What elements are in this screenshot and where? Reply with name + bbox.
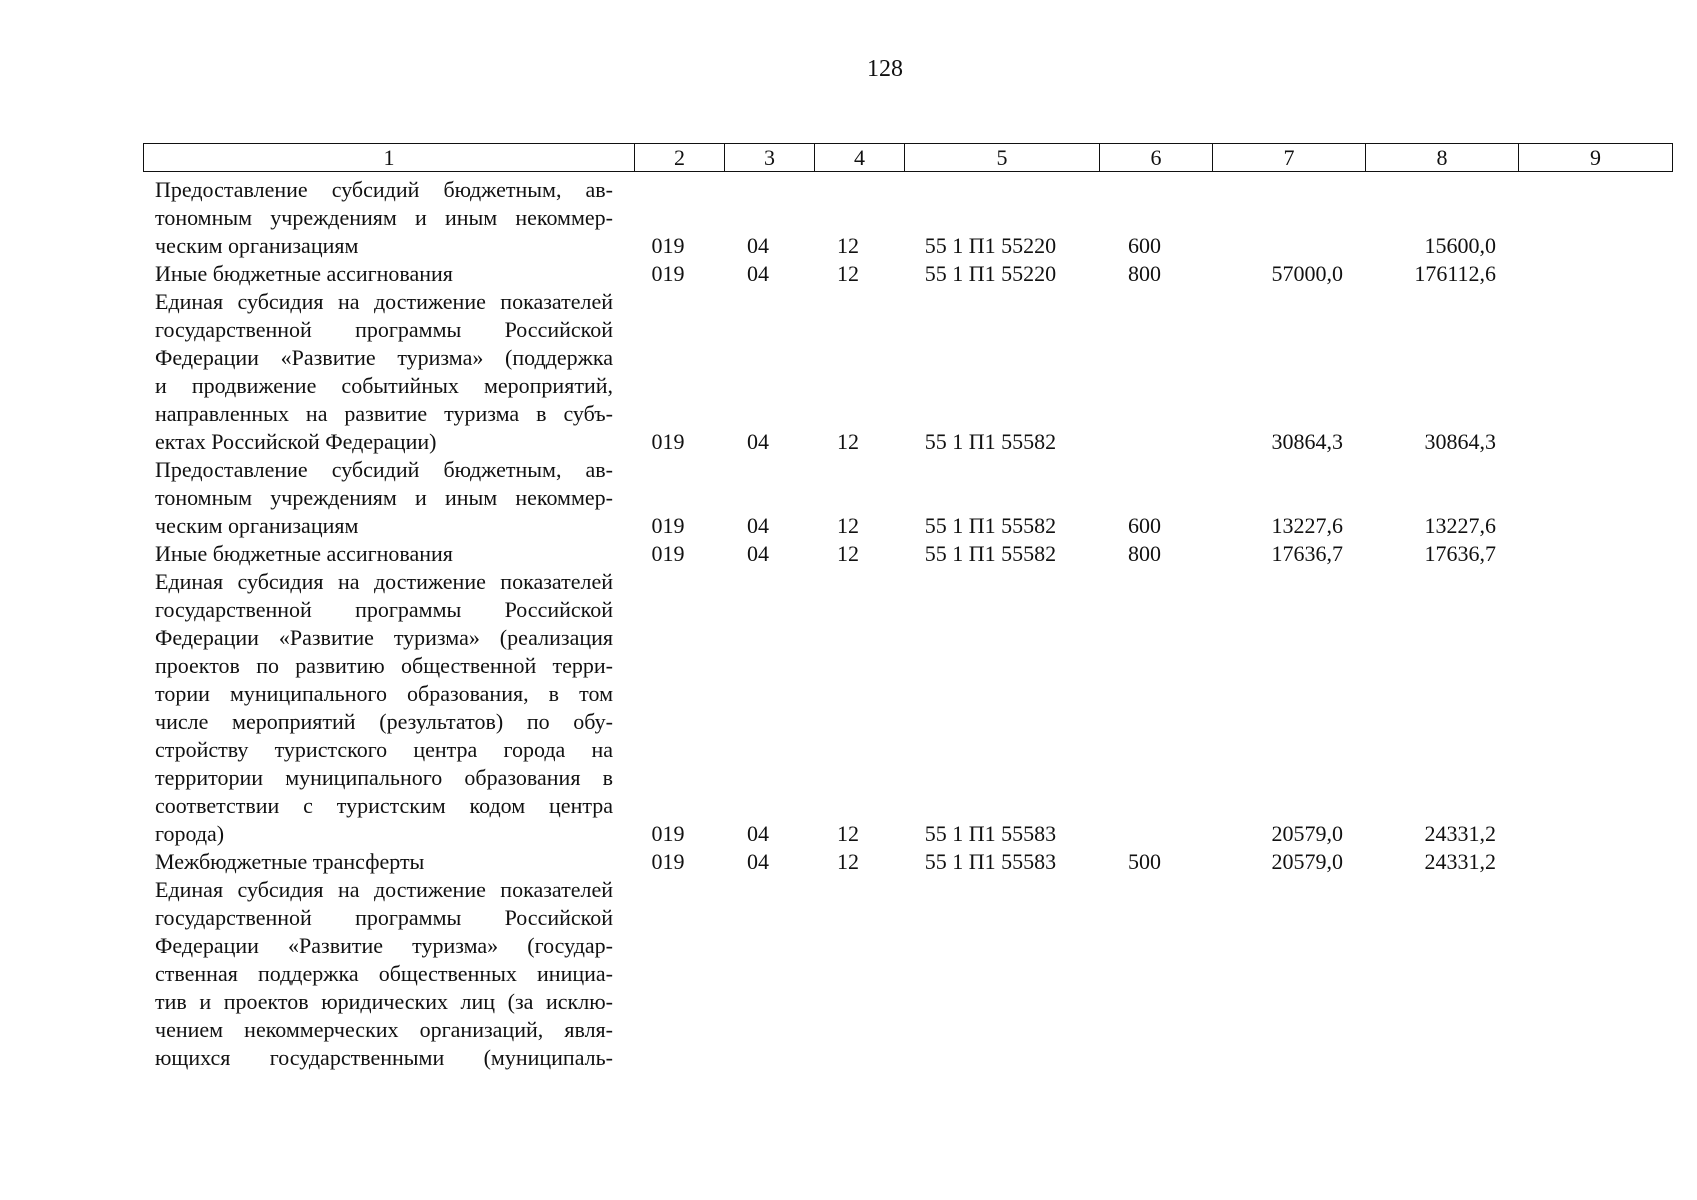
description-line: Единая субсидия на достижение показателей: [155, 289, 613, 314]
description-line: Иные бюджетные ассигнования: [155, 541, 453, 566]
cell-c5: 55 1 П1 55583: [924, 821, 1057, 846]
cell-c5: 55 1 П1 55582: [924, 429, 1057, 454]
cell-c2: 019: [651, 429, 685, 454]
header-col-8: 8: [1366, 144, 1519, 172]
description-line: города): [155, 821, 225, 846]
cell-c3: 04: [747, 821, 769, 846]
description-line: ектах Российской Федерации): [155, 429, 437, 454]
description-line: тории муниципального образования, в том: [155, 681, 613, 706]
cell-c8: 17636,7: [1424, 541, 1496, 566]
description-line: Федерации «Развитие туризма» (реализация: [155, 625, 613, 650]
cell-c8: 30864,3: [1424, 429, 1496, 454]
cell-c7: 30864,3: [1271, 429, 1343, 454]
table-row: [155, 260, 1675, 288]
header-col-1: 1: [144, 144, 635, 172]
description-line: соответствии с туристским кодом центра: [155, 793, 613, 818]
row-description: [155, 540, 623, 568]
cell-c5: 55 1 П1 55220: [924, 233, 1057, 258]
header-col-3: 3: [725, 144, 815, 172]
cell-c6: 600: [1128, 233, 1161, 258]
cell-c2: 019: [651, 541, 685, 566]
cell-c4: 12: [837, 821, 859, 846]
description-line: ственная поддержка общественных инициа-: [155, 961, 613, 986]
cell-c4: 12: [837, 429, 859, 454]
description-line: тив и проектов юридических лиц (за исклю-: [155, 989, 613, 1014]
page-number: 128: [867, 56, 903, 82]
table-row: [155, 176, 1675, 260]
header-col-9: 9: [1519, 144, 1673, 172]
cell-c6: 600: [1128, 513, 1161, 538]
cell-c4: 12: [837, 261, 859, 286]
cell-c6: 800: [1128, 541, 1161, 566]
description-line: Федерации «Развитие туризма» (государ-: [155, 933, 613, 958]
description-line: тономным учреждениям и иным некоммер-: [155, 485, 613, 510]
cell-c8: 13227,6: [1424, 513, 1496, 538]
cell-c8: 15600,0: [1424, 233, 1496, 258]
header-col-2: 2: [635, 144, 725, 172]
table-row: [155, 848, 1675, 876]
description-line: чением некоммерческих организаций, явля-: [155, 1017, 613, 1042]
description-line: Межбюджетные трансферты: [155, 849, 425, 874]
description-line: Предоставление субсидий бюджетным, ав-: [155, 457, 613, 482]
cell-c2: 019: [651, 261, 685, 286]
cell-c7: 13227,6: [1271, 513, 1343, 538]
cell-c5: 55 1 П1 55583: [924, 849, 1057, 874]
cell-c5: 55 1 П1 55582: [924, 513, 1057, 538]
description-line: направленных на развитие туризма в субъ-: [155, 401, 613, 426]
description-line: числе мероприятий (результатов) по обу-: [155, 709, 613, 734]
cell-c6: 800: [1128, 261, 1161, 286]
cell-c4: 12: [837, 513, 859, 538]
description-line: проектов по развитию общественной терри-: [155, 653, 613, 678]
cell-c4: 12: [837, 541, 859, 566]
description-line: государственной программы Российской: [155, 905, 613, 930]
description-line: территории муниципального образования в: [155, 765, 613, 790]
cell-c6: 500: [1128, 849, 1161, 874]
description-line: государственной программы Российской: [155, 597, 613, 622]
cell-c3: 04: [747, 429, 769, 454]
cell-c3: 04: [747, 541, 769, 566]
cell-c8: 24331,2: [1424, 849, 1496, 874]
table-body: [155, 176, 1675, 1072]
cell-c4: 12: [837, 233, 859, 258]
table-row: [155, 568, 1675, 848]
table-row: [155, 288, 1675, 456]
cell-c5: 55 1 П1 55582: [924, 541, 1057, 566]
cell-c7: 20579,0: [1271, 821, 1343, 846]
description-line: ческим организациям: [155, 233, 359, 258]
table-header: [143, 143, 1673, 172]
cell-c2: 019: [651, 233, 685, 258]
description-line: Федерации «Развитие туризма» (поддержка: [155, 345, 613, 370]
row-description: [155, 260, 623, 288]
description-line: Единая субсидия на достижение показателей: [155, 877, 613, 902]
cell-c5: 55 1 П1 55220: [924, 261, 1057, 286]
description-line: Иные бюджетные ассигнования: [155, 261, 453, 286]
cell-c8: 24331,2: [1424, 821, 1496, 846]
cell-c7: 17636,7: [1271, 541, 1343, 566]
cell-c7: 57000,0: [1271, 261, 1343, 286]
description-line: и продвижение событийных мероприятий,: [155, 373, 613, 398]
row-description: [155, 568, 623, 848]
cell-c3: 04: [747, 849, 769, 874]
cell-c2: 019: [651, 821, 685, 846]
description-line: государственной программы Российской: [155, 317, 613, 342]
row-description: [155, 848, 623, 876]
cell-c2: 019: [651, 513, 685, 538]
table-row: [155, 876, 1675, 1072]
description-line: Предоставление субсидий бюджетным, ав-: [155, 177, 613, 202]
table-row: [155, 456, 1675, 540]
description-line: тономным учреждениям и иным некоммер-: [155, 205, 613, 230]
header-col-7: 7: [1213, 144, 1366, 172]
description-line: стройству туристского центра города на: [155, 737, 613, 762]
table-row: [155, 540, 1675, 568]
header-col-4: 4: [815, 144, 905, 172]
row-description: [155, 176, 623, 260]
cell-c3: 04: [747, 261, 769, 286]
header-col-5: 5: [905, 144, 1100, 172]
description-line: ческим организациям: [155, 513, 359, 538]
cell-c2: 019: [651, 849, 685, 874]
row-description: [155, 456, 623, 540]
cell-c4: 12: [837, 849, 859, 874]
description-line: ющихся государственными (муниципаль-: [155, 1045, 613, 1070]
cell-c8: 176112,6: [1414, 261, 1496, 286]
cell-c7: 20579,0: [1271, 849, 1343, 874]
header-col-6: 6: [1100, 144, 1213, 172]
cell-c3: 04: [747, 233, 769, 258]
description-line: Единая субсидия на достижение показателей: [155, 569, 613, 594]
row-description: [155, 288, 623, 456]
cell-c3: 04: [747, 513, 769, 538]
row-description: [155, 876, 623, 1072]
